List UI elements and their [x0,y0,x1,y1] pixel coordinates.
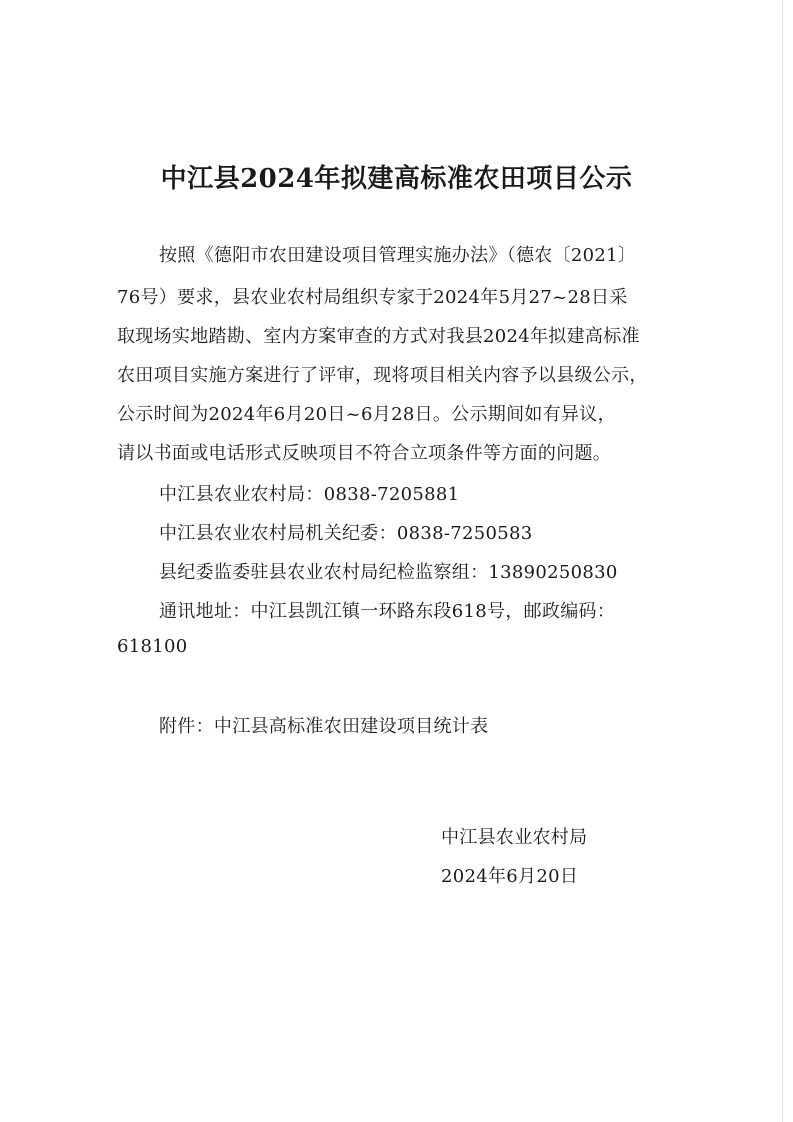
contact-inspection-group: 县纪委监委驻县农业农村局纪检监察组：13890250830 [159,562,618,583]
signature-org: 中江县农业农村局 [441,827,588,848]
body-line-2: 76号）要求，县农业农村局组织专家于2024年5月27~28日采 [117,287,628,308]
contact-address: 通讯地址：中江县凯江镇一环路东段618号，邮政编码： [159,601,616,622]
signature-date: 2024年6月20日 [441,866,579,887]
contact-discipline-committee: 中江县农业农村局机关纪委：0838-7250583 [159,523,533,544]
body-line-1: 按照《德阳市农田建设项目管理实施办法》（德农〔2021〕 [159,245,637,266]
body-line-4: 农田项目实施方案进行了评审，现将项目相关内容予以县级公示， [117,365,648,386]
body-line-3: 取现场实地踏勘、室内方案审查的方式对我县2024年拟建高标准 [117,326,640,347]
contact-agriculture-bureau: 中江县农业农村局：0838-7205881 [159,484,460,505]
body-line-6: 请以书面或电话形式反映项目不符合立项条件等方面的问题。 [117,443,612,464]
body-line-5: 公示时间为2024年6月20日~6月28日。公示期间如有异议， [117,404,616,425]
contact-postcode: 618100 [117,636,188,657]
document-title: 中江县2024年拟建高标准农田项目公示 [160,164,633,194]
attachment-note: 附件：中江县高标准农田建设项目统计表 [159,716,489,737]
